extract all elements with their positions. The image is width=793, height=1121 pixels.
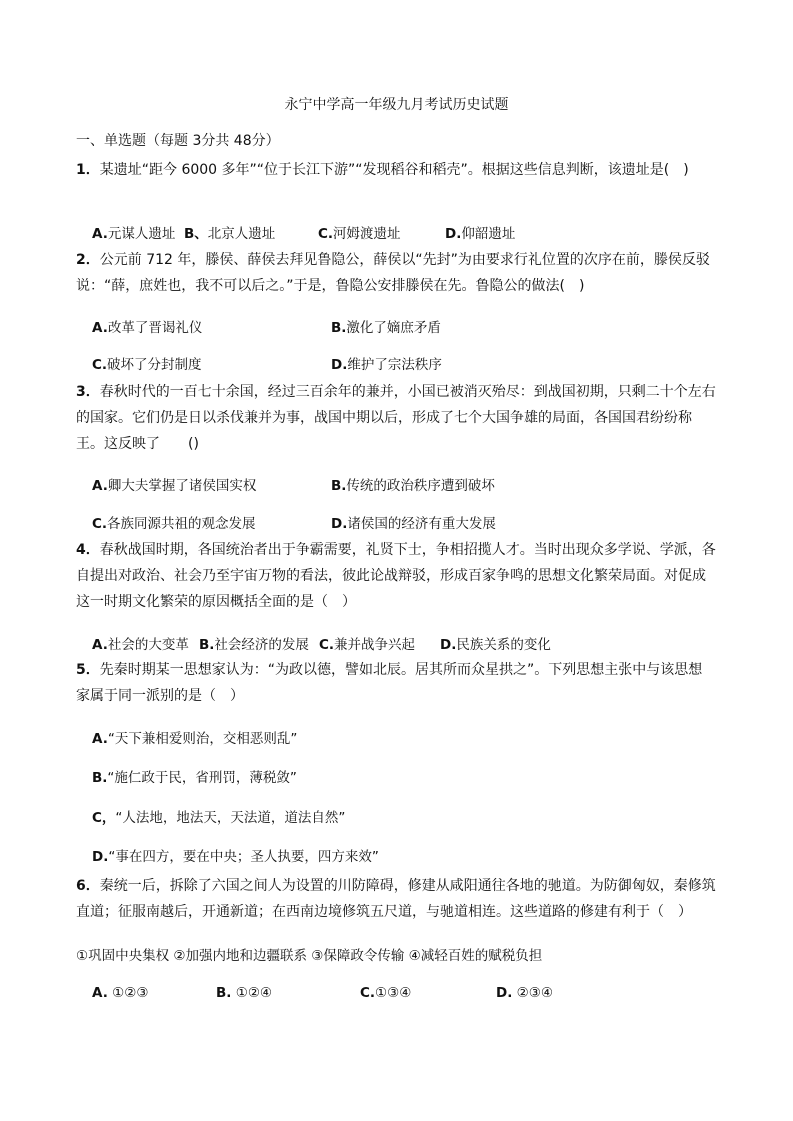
question-1 bbox=[76, 157, 716, 183]
options-row-6 bbox=[92, 985, 553, 1001]
question-number: 6． bbox=[76, 878, 100, 894]
option-c[interactable]: C.河姆渡遗址 bbox=[318, 226, 401, 242]
option-d[interactable]: D. ②③④ bbox=[496, 985, 553, 1001]
options-row-1 bbox=[92, 222, 515, 242]
question-number: 1． bbox=[76, 162, 100, 178]
option-c[interactable]: C，“人法地，地法天，天法道，道法自然” bbox=[92, 810, 346, 826]
question-2 bbox=[76, 247, 716, 299]
option-b[interactable]: B、北京人遗址 bbox=[184, 226, 276, 242]
question-3 bbox=[76, 379, 716, 457]
option-a[interactable]: A.元谋人遗址 bbox=[92, 226, 176, 242]
question-4 bbox=[76, 537, 716, 615]
option-b[interactable]: B.“施仁政于民，省刑罚，薄税敛” bbox=[92, 770, 297, 786]
option-a[interactable]: A.卿大夫掌握了诸侯国实权 bbox=[92, 478, 257, 494]
option-a[interactable]: A.改革了晋谒礼仪 bbox=[92, 320, 203, 336]
question-text: 春秋战国时期，各国统治者出于争霸需要，礼贤下士，争相招揽人才。当时出现众多学说、学派，各自提出对政治、社会乃至宇宙万物的看法，彼此论战辩驳，形成百家争鸣的思想文化繁荣局面。对促成这一时期文化繁荣的原因概括全面的是（ ） bbox=[76, 542, 716, 610]
option-c[interactable]: C.破坏了分封制度 bbox=[92, 357, 202, 373]
exam-title: 永宁中学高一年级九月考试历史试题 bbox=[284, 97, 509, 113]
option-c[interactable]: C.各族同源共祖的观念发展 bbox=[92, 516, 256, 532]
question-text: 公元前 712 年，滕侯、薛侯去拜见鲁隐公，薛侯以“先封”为由要求行礼位置的次序在前，滕侯反驳说：“薛，庶姓也，我不可以后之。”于是，鲁隐公安排滕侯在先。鲁隐公的做法( ) bbox=[76, 252, 710, 294]
question-number: 3． bbox=[76, 384, 100, 400]
option-b[interactable]: B.社会经济的发展 bbox=[199, 637, 309, 653]
statement-list: ①巩固中央集权 ②加强内地和边疆联系 ③保障政令传输 ④减轻百姓的赋税负担 bbox=[76, 948, 543, 964]
option-a[interactable]: A. ①②③ bbox=[92, 985, 149, 1001]
question-text: 某遗址“距今 6000 多年”“位于长江下游”“发现稻谷和稻壳”。根据这些信息判断，该遗址是( ) bbox=[99, 162, 689, 178]
question-number: 2． bbox=[76, 252, 100, 268]
question-5 bbox=[76, 657, 716, 709]
option-b[interactable]: B. ①②④ bbox=[216, 985, 273, 1001]
question-text: 秦统一后，拆除了六国之间人为设置的川防障碍，修建从咸阳通往各地的驰道。为防御匈奴，秦修筑直道；征服南越后，开通新道；在西南边境修筑五尺道，与驰道相连。这些道路的修建有利于（ ） bbox=[76, 878, 716, 920]
question-number: 5． bbox=[76, 662, 100, 678]
section-heading: 一、单选题（每题 3分共 48分） bbox=[76, 133, 280, 149]
option-c[interactable]: C.①③④ bbox=[360, 985, 412, 1001]
option-b[interactable]: B.传统的政治秩序遭到破坏 bbox=[331, 478, 495, 494]
option-c[interactable]: C.兼并战争兴起 bbox=[319, 637, 416, 653]
option-b[interactable]: B.激化了嫡庶矛盾 bbox=[331, 320, 441, 336]
option-d[interactable]: D.诸侯国的经济有重大发展 bbox=[331, 516, 496, 532]
option-a[interactable]: A.社会的大变革 bbox=[92, 637, 189, 653]
question-number: 4． bbox=[76, 542, 100, 558]
options-row-4 bbox=[92, 633, 551, 653]
option-a[interactable]: A.“天下兼相爱则治，交相恶则乱” bbox=[92, 731, 298, 747]
question-text: 先秦时期某一思想家认为：“为政以德，譬如北辰。居其所而众星拱之”。下列思想主张中与该思想家属于同一派别的是（ ） bbox=[76, 662, 703, 704]
question-6 bbox=[76, 873, 716, 925]
option-d[interactable]: D.维护了宗法秩序 bbox=[331, 357, 442, 373]
option-d[interactable]: D.“事在四方，要在中央；圣人执要，四方来效” bbox=[92, 849, 379, 865]
question-text: 春秋时代的一百七十余国，经过三百余年的兼并，小国已被消灭殆尽：到战国初期，只剩二十个左右的国家。它们仍是日以杀伐兼并为事，战国中期以后，形成了七个大国争雄的局面，各国国君纷纷称王。这反映了 () bbox=[76, 384, 716, 452]
option-d[interactable]: D.民族关系的变化 bbox=[440, 637, 551, 653]
option-d[interactable]: D.仰韶遗址 bbox=[445, 226, 516, 242]
